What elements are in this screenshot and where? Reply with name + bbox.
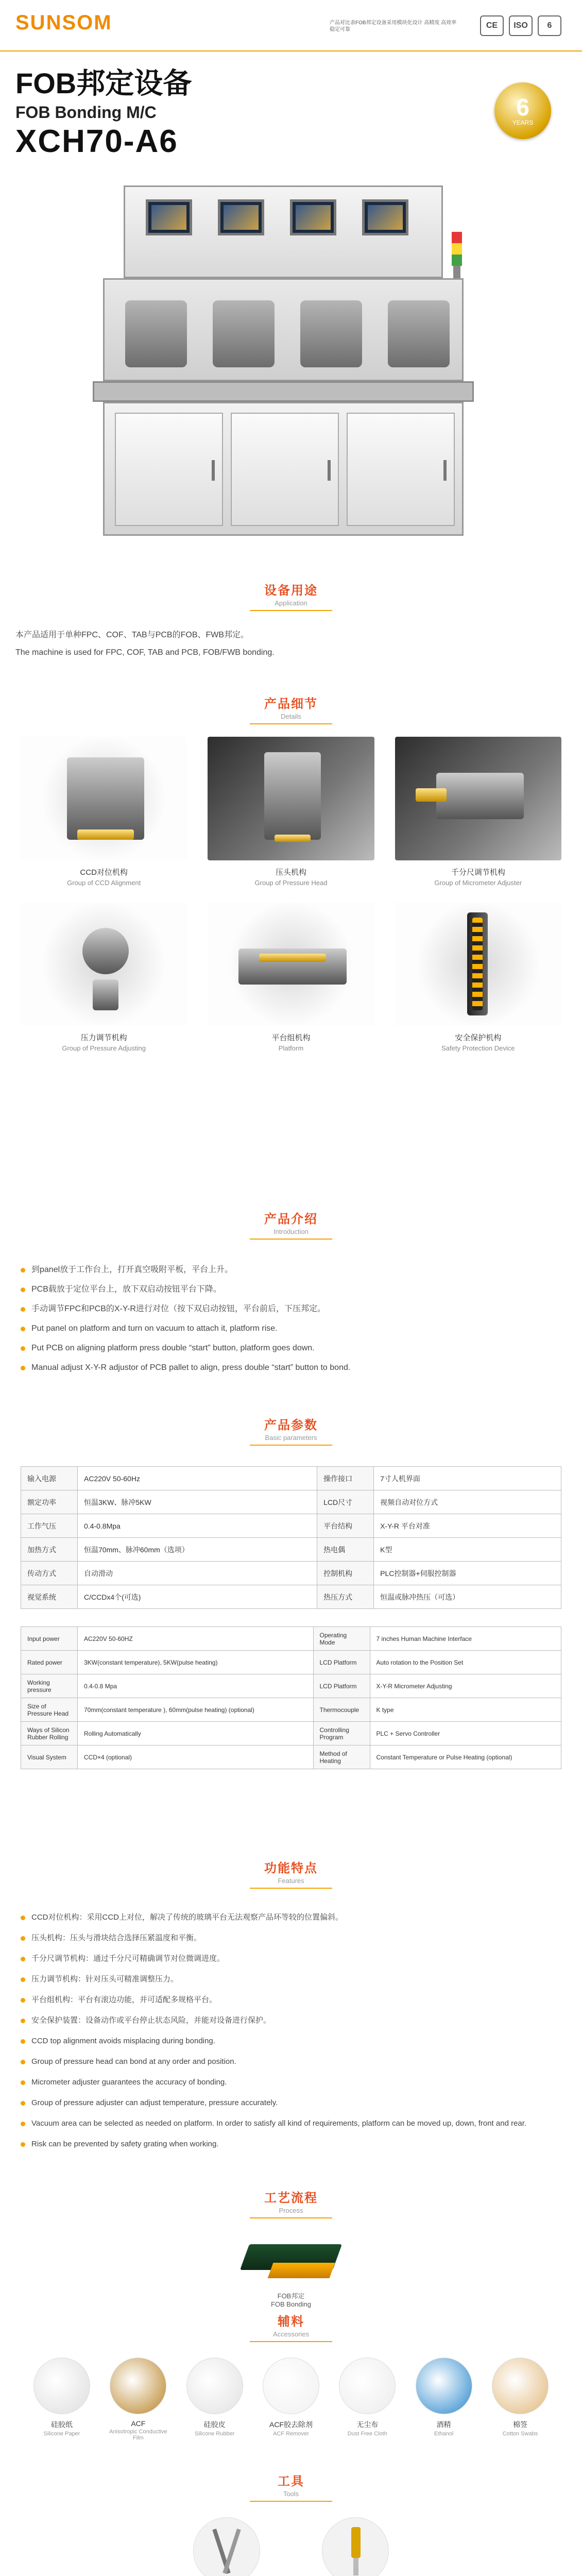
detail-label-cn: 压力调节机构 — [80, 1033, 127, 1042]
list-item-text: Manual adjust X-Y-R adjustor of PCB pallet to align, press double “start” button to bond. — [31, 1363, 351, 1372]
introduction-section — [0, 1195, 582, 1401]
cabinet-door — [115, 413, 223, 526]
detail-label-cn: 压头机构 — [275, 868, 306, 877]
table-cell-value: 恒温3KW、脉冲5KW — [78, 1490, 317, 1514]
detail-card — [395, 902, 561, 1052]
accessory-label-en: ACF Remover — [273, 2431, 309, 2437]
table-cell-value: 7寸人机界面 — [374, 1467, 561, 1490]
cabinet-door — [347, 413, 455, 526]
section-title-cn: 产品参数 — [264, 1418, 318, 1432]
detail-card — [21, 902, 187, 1052]
detail-label-en: Platform — [278, 1044, 304, 1052]
pressure-head-icon — [213, 300, 275, 367]
accessory-label-cn: 硅胶皮 — [203, 2420, 226, 2429]
accessory-label-cn: ACF胶去除剂 — [269, 2420, 313, 2429]
section-title-en: Tools — [283, 2490, 299, 2498]
list-item — [21, 1338, 561, 1358]
safety-protection-image — [395, 902, 561, 1026]
application-section — [0, 567, 582, 680]
accessory-label-cn: 棉签 — [512, 2420, 527, 2429]
table-cell-key: 热电偶 — [317, 1538, 374, 1562]
parameters-section — [0, 1401, 582, 1844]
bullet-icon — [21, 1268, 25, 1273]
table-row — [21, 1490, 561, 1514]
divider — [250, 723, 332, 724]
monitor-icon — [146, 199, 192, 235]
accessory-item — [336, 2358, 398, 2441]
table-cell-value: 3KW(constant temperature), 5KW(pulse heating) — [78, 1651, 314, 1674]
list-item-text: 手动调节FPC和PCB的X-Y-R进行对位（按下双启动按钮，平台前后，下压邦定。 — [31, 1304, 326, 1313]
table-cell-value: X-Y-R Micrometer Adjusting — [370, 1674, 561, 1698]
list-item-text: Put panel on platform and turn on vacuum to attach it, platform rise. — [31, 1324, 278, 1333]
detail-card — [208, 902, 374, 1052]
accessory-item — [260, 2358, 322, 2441]
section-title-en: Details — [281, 713, 301, 720]
accessory-item — [489, 2358, 551, 2441]
section-title-en: Accessories — [272, 2330, 310, 2338]
accessories-section — [0, 2298, 582, 2458]
table-cell-key: 输入电源 — [21, 1467, 78, 1490]
pressure-head-icon — [125, 300, 187, 367]
tweezer-icon — [193, 2517, 260, 2576]
tools-section — [0, 2458, 582, 2576]
section-title-cn: 产品介绍 — [264, 1212, 318, 1226]
process-caption-cn: FOB邦定 — [277, 2292, 305, 2300]
detail-label-en: Group of Pressure Adjusting — [62, 1044, 146, 1052]
list-item — [21, 2134, 561, 2155]
micrometer-adjuster-image — [395, 737, 561, 860]
table-cell-key: Working pressure — [21, 1674, 78, 1698]
params-table-cn — [21, 1466, 561, 1609]
accessory-label-en: Silicone Paper — [43, 2431, 80, 2437]
feature-list — [0, 1889, 582, 2155]
list-item — [21, 1990, 561, 2010]
bullet-icon — [21, 2080, 25, 2085]
section-heading — [0, 680, 582, 724]
table-cell-value: Rolling Automatically — [78, 1722, 314, 1745]
machine-table — [93, 381, 474, 402]
pressure-head-image — [208, 737, 374, 860]
warranty-number: 6 — [516, 94, 529, 121]
detail-label-cn: CCD对位机构 — [80, 868, 128, 877]
table-row — [21, 1651, 561, 1674]
list-item-text: Micrometer adjuster guarantees the accuracy of bonding. — [31, 2078, 227, 2087]
table-cell-value: PLC控制器+伺服控制器 — [374, 1562, 561, 1585]
detail-card — [395, 737, 561, 887]
table-cell-value: 视频自动对位方式 — [374, 1490, 561, 1514]
section-title-en: Basic parameters — [265, 1434, 317, 1442]
detail-grid — [21, 737, 561, 1052]
bullet-icon — [21, 1287, 25, 1292]
bullet-icon — [21, 1998, 25, 2003]
cert-badges — [480, 15, 561, 36]
list-item-text: Vacuum area can be selected as needed on platform. In order to satisfy all kind of requirements, platform can be moved up, down, front and rear. — [31, 2119, 527, 2128]
params-table-en — [21, 1626, 561, 1769]
machine-top-frame — [124, 185, 443, 278]
list-item — [21, 1260, 561, 1280]
section-heading — [0, 2458, 582, 2502]
table-cell-value: CCD×4 (optional) — [78, 1745, 314, 1769]
table-cell-key: 平台结构 — [317, 1514, 374, 1538]
table-row — [21, 1514, 561, 1538]
tool-item — [193, 2517, 260, 2576]
accessory-label-cn: ACF — [131, 2419, 146, 2428]
table-cell-key: Method of Heating — [313, 1745, 370, 1769]
hero-title — [15, 61, 192, 160]
list-item — [21, 2031, 561, 2052]
table-row — [21, 1698, 561, 1722]
bullet-icon — [21, 1936, 25, 1941]
bullet-icon — [21, 1346, 25, 1351]
table-row — [21, 1627, 561, 1651]
table-cell-key: Size of Pressure Head — [21, 1698, 78, 1722]
ccd-alignment-image — [21, 737, 187, 860]
application-line: 本产品适用于单种FPC、COF、TAB与PCB的FOB、FWB邦定。 — [15, 631, 249, 639]
list-item-text: Risk can be prevented by safety grating when working. — [31, 2140, 219, 2148]
bullet-icon — [21, 2122, 25, 2126]
machine-body — [103, 278, 464, 381]
list-item-text: CCD top alignment avoids misplacing during bonding. — [31, 2037, 215, 2045]
list-item — [21, 2072, 561, 2093]
product-title-cn: FOB邦定设备 — [15, 67, 192, 99]
list-item — [21, 2052, 561, 2072]
table-cell-key: Input power — [21, 1627, 78, 1651]
section-heading — [0, 2174, 582, 2218]
cabinet-door — [231, 413, 339, 526]
table-cell-value: 0.4-0.8 Mpa — [78, 1674, 314, 1698]
list-item-text: 平台组机构：平台有滚边功能，并可适配多规格平台。 — [31, 1995, 217, 2004]
table-cell-value: 恒温或脉冲热压（可选） — [374, 1585, 561, 1609]
list-item-text: Group of pressure head can bond at any order and position. — [31, 2057, 236, 2066]
bullet-icon — [21, 1916, 25, 1920]
table-cell-value: Constant Temperature or Pulse Heating (optional) — [370, 1745, 561, 1769]
section-title-cn: 辅料 — [278, 2315, 304, 2329]
table-cell-value: 7 inches Human Machine Interface — [370, 1627, 561, 1651]
pressure-adjusting-image — [21, 902, 187, 1026]
accessory-image-icon — [110, 2358, 166, 2414]
table-cell-key: 额定功率 — [21, 1490, 78, 1514]
features-section — [0, 1844, 582, 2174]
application-line: The machine is used for FPC, COF, TAB and PCB, FOB/FWB bonding. — [15, 648, 275, 657]
table-cell-key: 热压方式 — [317, 1585, 374, 1609]
brand-logo[interactable]: SUNSOM — [15, 11, 112, 34]
fob-process-image — [224, 2234, 358, 2291]
table-cell-key: 加热方式 — [21, 1538, 78, 1562]
accessories-row — [0, 2342, 582, 2441]
section-heading — [0, 1195, 582, 1240]
table-row — [21, 1745, 561, 1769]
tools-row — [0, 2502, 582, 2576]
accessory-label-cn: 无尘布 — [356, 2420, 379, 2429]
accessory-label-en: Cotton Swabs — [502, 2431, 538, 2437]
table-row — [21, 1467, 561, 1490]
accessory-item — [31, 2358, 93, 2441]
table-cell-value: PLC + Servo Controller — [370, 1722, 561, 1745]
accessory-image-icon — [416, 2358, 472, 2414]
section-heading — [0, 1401, 582, 1446]
process-section — [0, 2174, 582, 2308]
intro-list — [0, 1240, 582, 1378]
accessory-label-en: Anisotropic Conductive Film — [109, 2429, 167, 2441]
table-cell-value: C/CCDx4个(可选) — [78, 1585, 317, 1609]
section-title-en: Features — [278, 1877, 304, 1885]
process-caption-en: FOB Bonding — [270, 2300, 312, 2308]
detail-card — [208, 737, 374, 887]
table-row — [21, 1562, 561, 1585]
list-item-text: Group of pressure adjuster can adjust temperature, pressure accurately. — [31, 2098, 278, 2107]
accessory-image-icon — [186, 2358, 243, 2414]
detail-label-en: Safety Protection Device — [441, 1044, 515, 1052]
ce-badge-icon: CE — [480, 15, 504, 36]
section-title-cn: 工艺流程 — [264, 2191, 318, 2205]
accessory-image-icon — [492, 2358, 549, 2414]
bullet-icon — [21, 2019, 25, 2023]
list-item — [21, 1948, 561, 1969]
section-title-cn: 设备用途 — [264, 584, 318, 598]
table-cell-key: Controlling Program — [313, 1722, 370, 1745]
header-note: 产品对比表FOB邦定设备采用模块化设计 高精度 高效率 稳定可靠 — [330, 20, 457, 32]
product-model: XCH70-A6 — [15, 124, 178, 159]
table-cell-key: LCD尺寸 — [317, 1490, 374, 1514]
section-title-cn: 产品细节 — [264, 697, 318, 711]
list-item — [21, 1280, 561, 1299]
divider — [250, 2217, 332, 2218]
pressure-head-icon — [388, 300, 450, 367]
detail-label-en: Group of Pressure Head — [254, 879, 328, 887]
detail-label-en: Group of CCD Alignment — [67, 879, 141, 887]
hero — [0, 52, 582, 567]
accessory-label-en: Silicone Rubber — [194, 2431, 235, 2437]
accessory-label-en: Dust Free Cloth — [347, 2431, 387, 2437]
six-badge-icon: 6 — [538, 15, 561, 36]
bullet-icon — [21, 2060, 25, 2064]
list-item — [21, 1319, 561, 1338]
list-item-text: 安全保护装置：设备动作或平台停止状态风险，并能对设备进行保护。 — [31, 2016, 271, 2025]
detail-label-en: Group of Micrometer Adjuster — [434, 879, 522, 887]
monitor-icon — [290, 199, 336, 235]
list-item — [21, 2010, 561, 2031]
machine-cabinet — [103, 402, 464, 536]
table-cell-value: AC220V 50-60HZ — [78, 1627, 314, 1651]
accessory-image-icon — [339, 2358, 396, 2414]
pressure-head-icon — [300, 300, 362, 367]
list-item — [21, 2093, 561, 2113]
list-item-text: 压力调节机构：针对压头可精准调整压力。 — [31, 1975, 179, 1984]
machine-illustration — [93, 175, 484, 546]
table-row — [21, 1674, 561, 1698]
bullet-icon — [21, 1366, 25, 1370]
list-item — [21, 1928, 561, 1948]
table-cell-key: 视觉系统 — [21, 1585, 78, 1609]
warranty-badge-icon — [494, 82, 551, 139]
table-cell-key: LCD Platform — [313, 1674, 370, 1698]
list-item-text: CCD对位机构：采用CCD上对位，解决了传统的玻璃平台无法观察产品环等较的位置偏斜。 — [31, 1913, 343, 1922]
detail-card — [21, 737, 187, 887]
accessory-image-icon — [263, 2358, 319, 2414]
table-cell-value: X-Y-R 平台对准 — [374, 1514, 561, 1538]
application-text — [0, 611, 582, 662]
table-cell-key: 工作气压 — [21, 1514, 78, 1538]
table-cell-key: Operating Mode — [313, 1627, 370, 1651]
bullet-icon — [21, 2142, 25, 2147]
table-cell-key: LCD Platform — [313, 1651, 370, 1674]
list-item-text: PCB载放于定位平台上，放下双启动按钮平台下降。 — [31, 1285, 221, 1294]
section-title-en: Introduction — [273, 1228, 309, 1235]
table-cell-value: 70mm(constant temperature ), 60mm(pulse heating) (optional) — [78, 1698, 314, 1722]
list-item — [21, 1969, 561, 1990]
table-cell-key: Ways of Silicon Rubber Rolling — [21, 1722, 78, 1745]
table-cell-key: Rated power — [21, 1651, 78, 1674]
bullet-icon — [21, 2039, 25, 2044]
bullet-icon — [21, 1977, 25, 1982]
product-title-en: FOB Bonding M/C — [15, 103, 157, 122]
params-tables — [0, 1446, 582, 1769]
iso-badge-icon: ISO — [509, 15, 533, 36]
table-row — [21, 1585, 561, 1609]
accessory-label-cn: 酒精 — [436, 2420, 451, 2429]
table-cell-value: 0.4-0.8Mpa — [78, 1514, 317, 1538]
list-item-text: 到panel放于工作台上，打开真空吸附平板，平台上升。 — [31, 1265, 233, 1274]
detail-label-cn: 安全保护机构 — [455, 1033, 502, 1042]
table-cell-value: AC220V 50-60Hz — [78, 1467, 317, 1490]
section-heading — [0, 567, 582, 611]
table-cell-value: 自动滑动 — [78, 1562, 317, 1585]
list-item — [21, 1358, 561, 1378]
table-cell-key: 控制机构 — [317, 1562, 374, 1585]
section-title-en: Process — [279, 2207, 303, 2214]
table-row — [21, 1538, 561, 1562]
cutter-icon — [322, 2517, 389, 2576]
table-cell-key: Thermocouple — [313, 1698, 370, 1722]
monitor-icon — [362, 199, 408, 235]
table-cell-value: K type — [370, 1698, 561, 1722]
table-cell-key: 操作接口 — [317, 1467, 374, 1490]
detail-label-cn: 千分尺调节机构 — [451, 868, 505, 877]
accessory-label-cn: 硅胶纸 — [51, 2420, 73, 2429]
list-item — [21, 2113, 561, 2134]
list-item — [21, 1299, 561, 1319]
bullet-icon — [21, 2101, 25, 2106]
accessory-item — [184, 2358, 246, 2441]
accessory-image-icon — [33, 2358, 90, 2414]
section-title-cn: 功能特点 — [264, 1861, 318, 1875]
detail-label-cn: 平台组机构 — [271, 1033, 311, 1042]
table-cell-value: K型 — [374, 1538, 561, 1562]
details-section — [0, 680, 582, 1195]
warranty-label: YEARS — [512, 119, 534, 126]
list-item — [21, 1907, 561, 1928]
accessory-label-en: Ethanol — [434, 2431, 454, 2437]
list-item-text: 千分尺调节机构：通过千分尺可精确调节对位微调进度。 — [31, 1954, 225, 1963]
header — [0, 0, 582, 52]
table-cell-key: 传动方式 — [21, 1562, 78, 1585]
bullet-icon — [21, 1327, 25, 1331]
bullet-icon — [21, 1307, 25, 1312]
bullet-icon — [21, 1957, 25, 1961]
table-cell-value: 恒温70mm、脉冲60mm（选项） — [78, 1538, 317, 1562]
monitor-icon — [218, 199, 264, 235]
list-item-text: 压头机构：压头与滑块结合选择压紧温度和平衡。 — [31, 1934, 202, 1942]
platform-image — [208, 902, 374, 1026]
section-title-cn: 工具 — [278, 2475, 304, 2488]
section-title-en: Application — [275, 599, 307, 607]
tool-item — [322, 2517, 389, 2576]
list-item-text: Put PCB on aligning platform press double “start” button, platform goes down. — [31, 1344, 315, 1352]
table-cell-value: Auto rotation to the Position Set — [370, 1651, 561, 1674]
table-row — [21, 1722, 561, 1745]
accessory-item — [107, 2358, 169, 2441]
section-heading — [0, 1844, 582, 1889]
accessory-item — [413, 2358, 475, 2441]
table-cell-key: Visual System — [21, 1745, 78, 1769]
